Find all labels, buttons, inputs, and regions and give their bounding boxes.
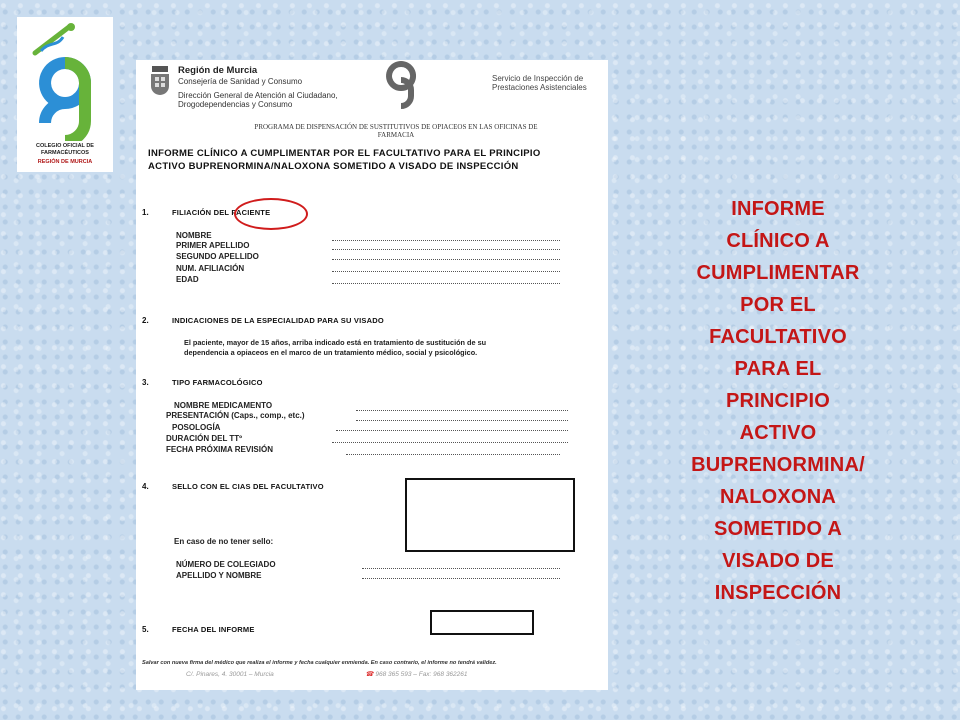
section-1-number: 1.	[142, 208, 149, 217]
caption-line-13: INSPECCIÓN	[714, 582, 842, 604]
indicacion-line-2: dependencia a opiaceos en el marco de un tratamiento médico, social y psicológico.	[184, 348, 478, 358]
caption-line-10: NALOXONA	[719, 486, 837, 508]
fill-line-edad[interactable]	[332, 283, 560, 284]
section-3-title: TIPO FARMACOLÓGICO	[172, 378, 263, 387]
footer-note: Salvar con nueva firma del médico que realiza el informe y fecha cualquier enmienda. En caso contrario, el informe no tendrá validez.	[142, 660, 497, 666]
service-line-1: Servicio de Inspección de	[492, 74, 584, 83]
caption-line-1: INFORME	[731, 198, 825, 220]
field-num-afiliacion: NUM. AFILIACIÓN	[176, 264, 245, 273]
caption-line-6: PARA EL	[734, 358, 822, 380]
logo-line-3: REGIÓN DE MURCIA	[37, 159, 93, 165]
field-numero-colegiado: NÚMERO DE COLEGIADO	[176, 560, 276, 569]
document-title-line-1: INFORME CLÍNICO A CUMPLIMENTAR POR EL FACULTATIVO PARA EL PRINCIPIO	[148, 148, 541, 159]
fill-line-duracion[interactable]	[332, 442, 568, 443]
region-name: Región de Murcia	[178, 65, 258, 76]
fill-line-nombre-medicamento[interactable]	[356, 410, 568, 411]
caption-line-3: CUMPLIMENTAR	[696, 262, 860, 284]
service-line-2: Prestaciones Asistenciales	[492, 83, 587, 93]
field-apellido-nombre: APELLIDO Y NOMBRE	[176, 571, 262, 580]
fill-line-segundo-apellido[interactable]	[332, 259, 560, 260]
document-page	[136, 60, 608, 690]
program-heading	[186, 123, 606, 139]
logo-line-2: FARMACÉUTICOS	[41, 150, 89, 156]
section-4-number: 4.	[142, 482, 149, 491]
fill-line-posologia[interactable]	[336, 430, 568, 431]
header-service-block	[492, 74, 587, 92]
section-5-title: FECHA DEL INFORME	[172, 625, 255, 634]
phone-icon: ☎	[365, 671, 374, 678]
footer-address-line	[186, 670, 606, 678]
caption-line-4: POR EL	[740, 294, 816, 316]
fill-line-presentacion[interactable]	[356, 420, 568, 421]
consejeria-name: Consejería de Sanidad y Consumo	[178, 76, 303, 86]
field-edad: EDAD	[176, 275, 199, 284]
field-presentacion: PRESENTACIÓN (Caps., comp., etc.)	[166, 411, 305, 420]
caption-line-2: CLÍNICO A	[726, 230, 830, 252]
highlight-circle	[234, 198, 308, 230]
caption-line-5: FACULTATIVO	[709, 326, 847, 348]
indicacion-text	[184, 338, 594, 358]
service-emblem-icon	[384, 60, 418, 112]
slide-caption	[640, 193, 916, 609]
footer-address: C/. Pinares, 4. 30001 – Murcia	[186, 671, 274, 678]
fill-line-numero-colegiado[interactable]	[362, 568, 560, 569]
colegio-logo	[17, 17, 113, 172]
document-title-line-2: ACTIVO BUPRENORMINA/NALOXONA SOMETIDO A VISADO DE INSPECCIÓN	[148, 160, 519, 172]
caption-line-7: PRINCIPIO	[725, 390, 831, 412]
field-segundo-apellido: SEGUNDO APELLIDO	[176, 252, 259, 261]
caption-line-12: VISADO DE	[722, 550, 834, 572]
caption-line-9: BUPRENORMINA/	[691, 454, 865, 476]
fill-line-nombre[interactable]	[332, 240, 560, 241]
caption-line-8: ACTIVO	[739, 422, 817, 444]
program-line-2: FARMACIA	[377, 131, 415, 140]
field-primer-apellido: PRIMER APELLIDO	[176, 241, 250, 250]
fill-line-fecha-revision[interactable]	[346, 454, 560, 455]
pharmacy-serpent-icon	[25, 23, 105, 141]
section-4-title: SELLO CON EL CIAS DEL FACULTATIVO	[172, 482, 324, 491]
fill-line-primer-apellido[interactable]	[332, 249, 560, 250]
fill-line-apellido-nombre[interactable]	[362, 578, 560, 579]
field-nombre-medicamento: NOMBRE MEDICAMENTO	[174, 401, 273, 410]
section-3-number: 3.	[142, 378, 149, 387]
section-5-number: 5.	[142, 625, 149, 634]
section-2-number: 2.	[142, 316, 149, 325]
program-line-1: PROGRAMA DE DISPENSACIÓN DE SUSTITUTIVOS DE OPIACEOS EN LAS OFICINAS DE	[254, 123, 538, 131]
direccion-line-2: Drogodependencias y Consumo	[178, 100, 293, 110]
field-nombre: NOMBRE	[176, 231, 212, 240]
section-2-title: INDICACIONES DE LA ESPECIALIDAD PARA SU VISADO	[172, 316, 384, 325]
footer-phone: 968 365 593 – Fax: 968 362261	[375, 671, 468, 678]
caption-line-11: SOMETIDO A	[714, 518, 842, 540]
direccion-line-1: Dirección General de Atención al Ciudadano,	[178, 91, 338, 101]
fill-line-num-afiliacion[interactable]	[332, 271, 560, 272]
header-region-block	[178, 66, 338, 109]
sello-box[interactable]	[405, 478, 575, 552]
document-title	[148, 148, 598, 174]
section-1-title: FILIACIÓN DEL PACIENTE	[172, 208, 271, 217]
sin-sello-label: En caso de no tener sello:	[174, 537, 274, 546]
fecha-box[interactable]	[430, 610, 534, 635]
field-fecha-revision: FECHA PRÓXIMA REVISIÓN	[166, 445, 273, 454]
logo-line-1: COLEGIO OFICIAL DE	[36, 143, 94, 149]
field-duracion: DURACIÓN DEL TTº	[166, 434, 243, 443]
indicacion-line-1: El paciente, mayor de 15 años, arriba indicado está en tratamiento de sustitución de su	[184, 338, 487, 347]
field-posologia: POSOLOGÍA	[172, 423, 221, 432]
coat-of-arms-icon	[148, 64, 172, 98]
